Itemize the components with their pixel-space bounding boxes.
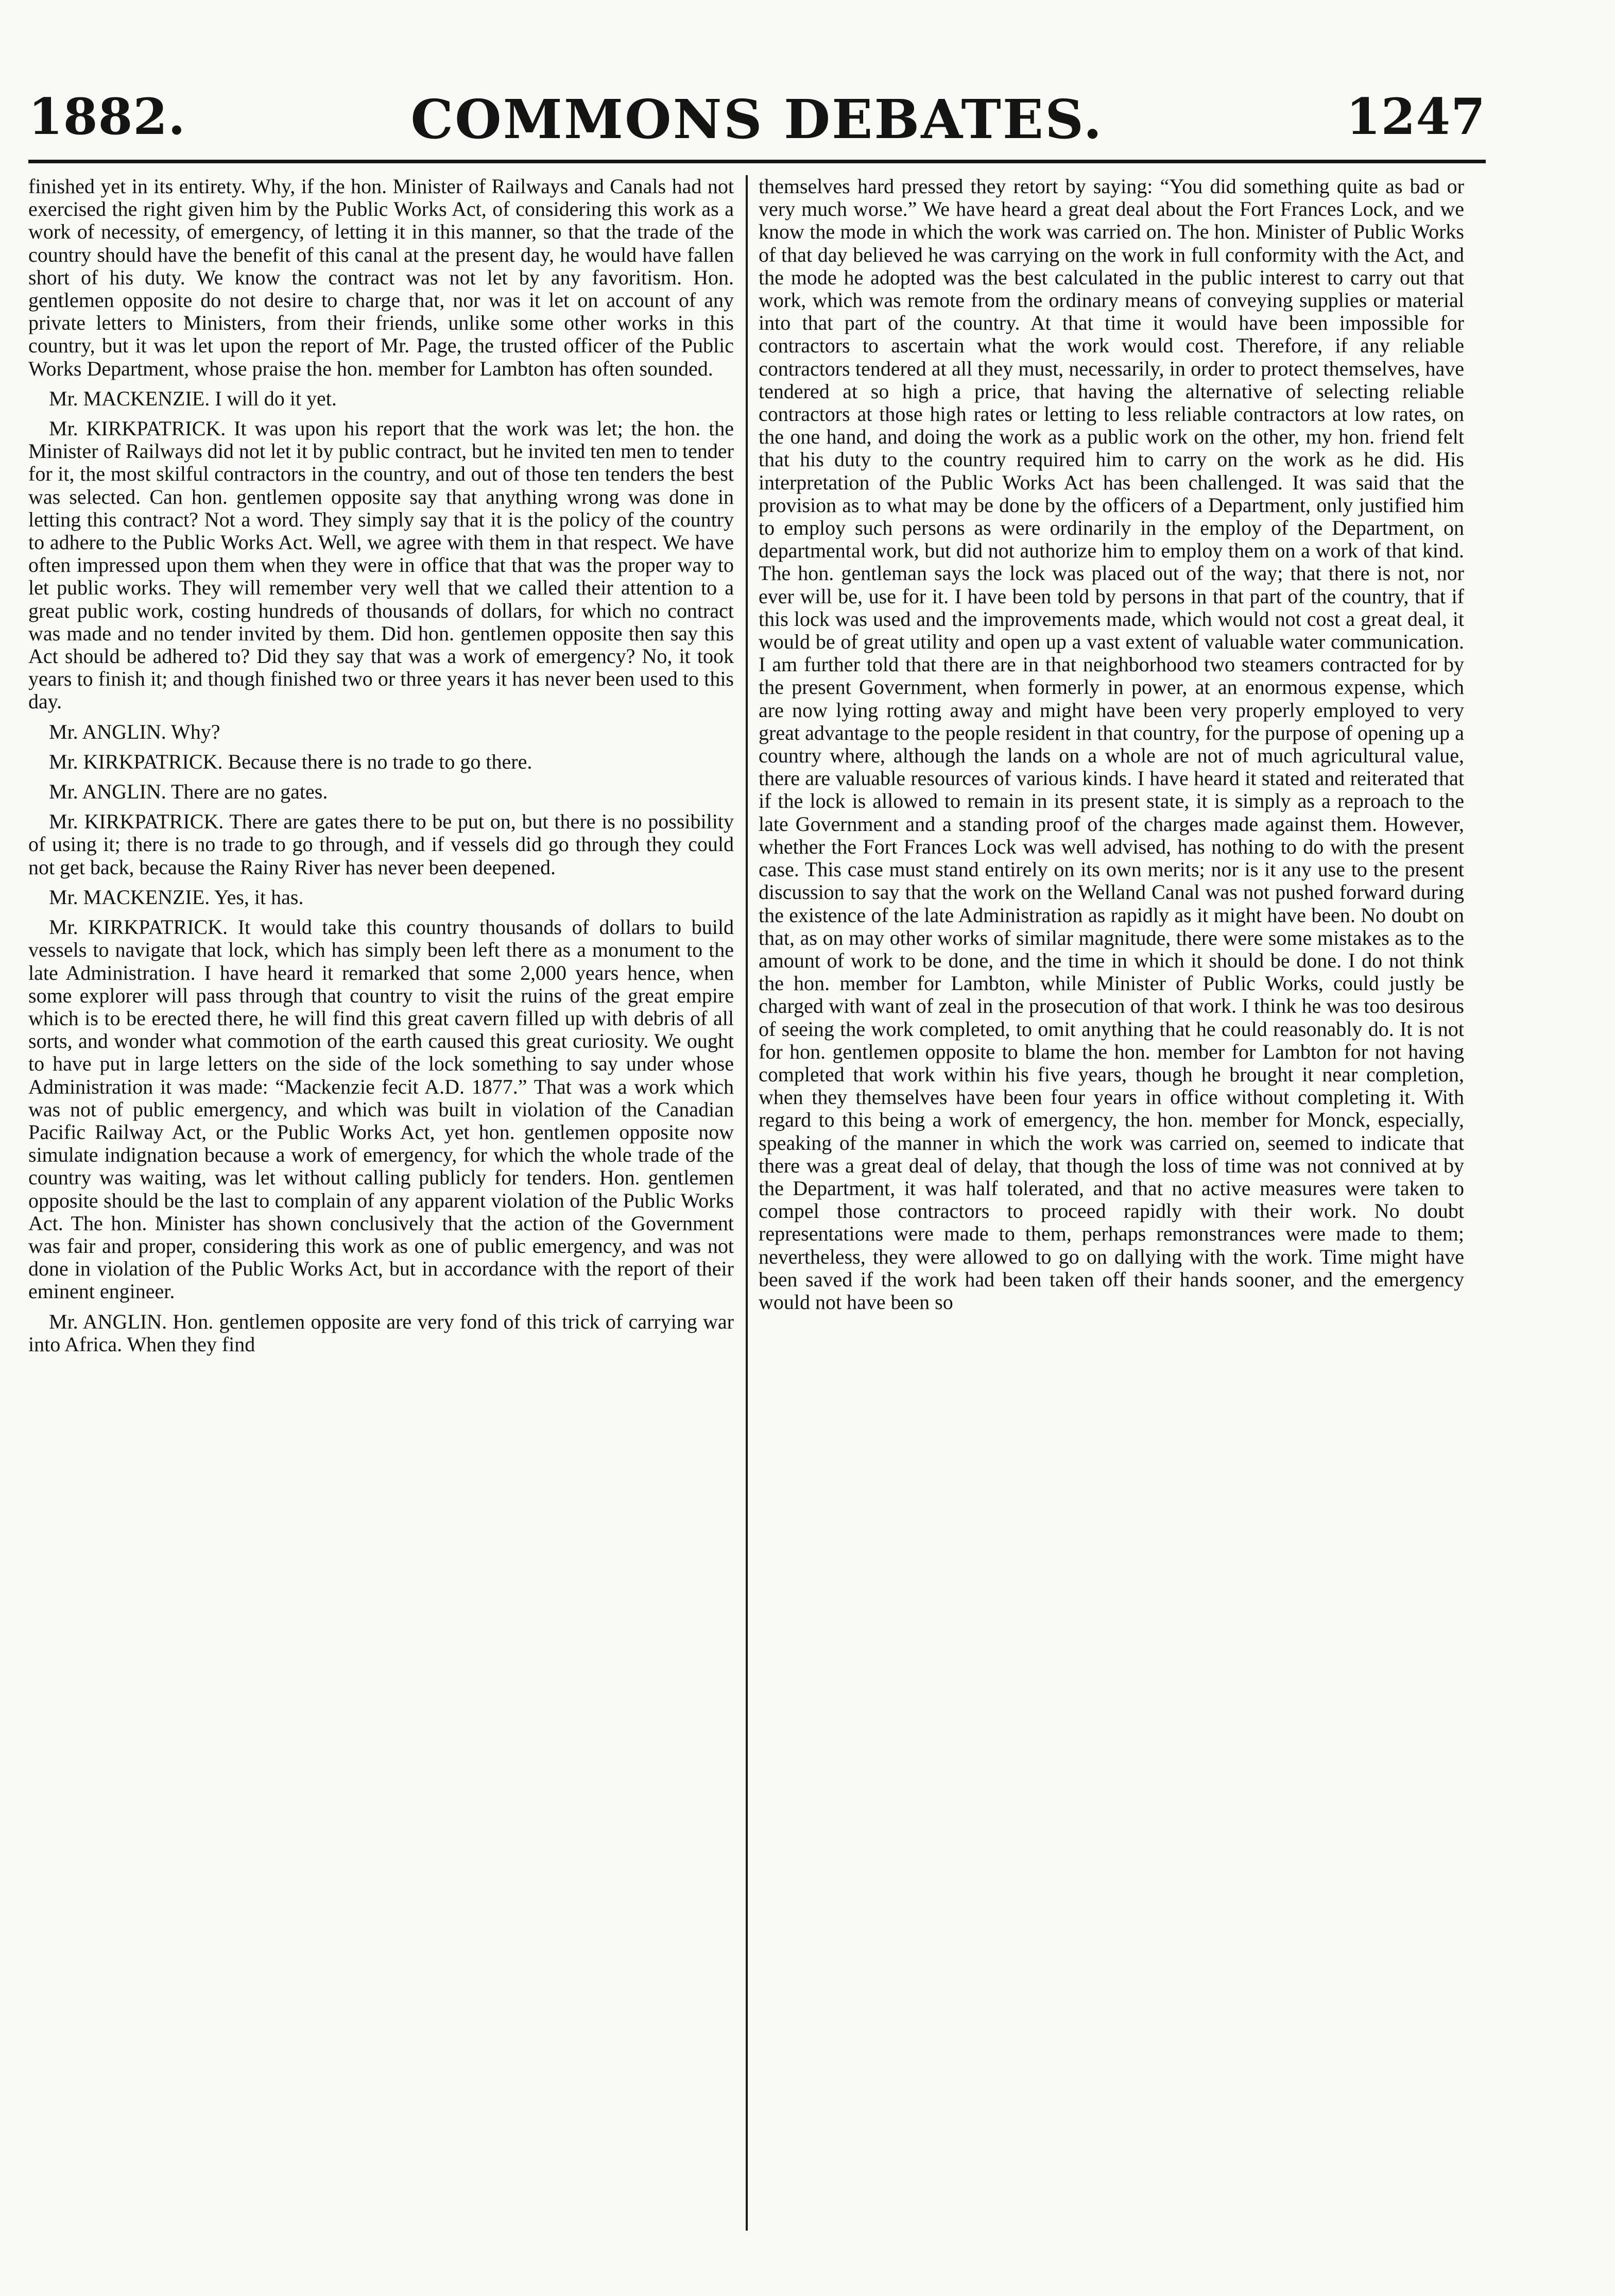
left-column (28, 175, 734, 1356)
page-header (28, 88, 1486, 165)
header-page-number: 1247 (1346, 88, 1486, 146)
paragraph: Mr. MACKENZIE. Yes, it has. (49, 885, 304, 909)
header-year: 1882. (28, 88, 186, 146)
header-rule (28, 160, 1486, 163)
page (28, 88, 1486, 1356)
paragraph: Mr. ANGLIN. Hon. gentlemen opposite are very fond of this trick of carrying war into Africa. When they find (28, 1309, 734, 1356)
header-title: COMMONS DEBATES. (410, 88, 1104, 151)
column-divider (746, 175, 748, 2231)
paragraph: Mr. KIRKPATRICK. Because there is no trade to go there. (49, 750, 532, 773)
right-column (759, 175, 1464, 1314)
paragraph: Mr. ANGLIN. Why? (49, 720, 220, 743)
paragraph: Mr. KIRKPATRICK. It was upon his report that the work was let; the hon. the Minister of Railways did not let it by public contract, but he invited ten men to tender for it, the most skilful contractors in the country, and out of those ten tenders the best was selected. Can hon. gentlemen opposite say that anything wrong was done in letting this contract? Not a word. They simply say that it is the policy of the country to adhere to the Public Works Act. Well, we agree with them in that respect. We have often impressed upon them when they were in office that that was the proper way to let public works. They will remember very well that we called their attention to a great public work, costing hundreds of thousands of dollars, for which no contract was made and no tender invited by them. Did hon. gentlemen opposite then say this Act should be adhered to? Did they say that was a work of emergency? No, it took years to finish it; and though finished two or three years it has never been used to this day. (28, 417, 734, 713)
paragraph: themselves hard pressed they retort by saying: “You did something quite as bad or very much worse.” We have heard a great deal about the Fort Frances Lock, and we know the mode in which the work was carried on. The hon. Minister of Public Works of that day believed he was carrying on the work in full conformity with the Act, and the mode he adopted was the best calculated in the public interest to carry out that work, which was remote from the ordinary means of conveying supplies or material into that part of the country. At that time it would have been impossible for contractors to ascertain what the work would cost. Therefore, if any reliable contractors tendered at all they must, necessarily, in order to protect themselves, have tendered at so high a price, that having the alternative of selecting reliable contractors at those high rates or letting to less reliable contractors at low rates, on the one hand, and doing the work as a public work on the other, my hon. friend felt that his duty to the country required him to carry on the work as he did. His interpretation of the Public Works Act has been challenged. It was said that the provision as to what may be done by the officers of a Department, only justified him to employ such persons as were ordinarily in the employ of the Department, on departmental work, but did not authorize him to employ them on a work of that kind. The hon. gentleman says the lock was placed out of the way; that there is not, nor ever will be, use for it. I have been told by persons in that part of the country, that if this lock was used and the improvements made, which would not cost a great deal, it would be of great utility and open up a vast extent of valuable water communication. I am further told that there are in that neighborhood two steamers contracted for by the present Government, when formerly in power, at an enormous expense, which are now lying rotting away and might have been very properly employed to very great advantage to the people resident in that country, for the purpose of opening up a country where, although the lands on a whole are not of much agricultural value, there are valuable resources of various kinds. I have heard it stated and reiterated that if the lock is allowed to remain in its present state, it is simply as a reproach to the late Government and a standing proof of the charges made against them. However, whether the Fort Frances Lock was well advised, has nothing to do with the present case. This case must stand entirely on its own merits; nor is it any use to the present discussion to say that the work on the Welland Canal was not pushed forward during the existence of the late Administration as rapidly as it might have been. No doubt on that, as on may other works of similar magnitude, there were some mistakes as to the amount of work to be done, and the time in which it should be done. I do not think the hon. member for Lambton, while Minister of Public Works, could justly be charged with want of zeal in the prosecution of that work. I think he was too desirous of seeing the work completed, to omit anything that he could reasonably do. It is not for hon. gentlemen opposite to blame the hon. member for Lambton for not having completed that work within his five years, though he brought it near completion, when they themselves have been four years in office without completing it. With regard to this being a work of emergency, the hon. member for Monck, especially, speaking of the manner in which the work was carried on, seemed to indicate that there was a great deal of delay, that though the loss of time was not connived at by the Department, it was half tolerated, and that no active measures were taken to compel those contractors to proceed rapidly with their work. No doubt representations were made to them, perhaps remonstrances were made to them; nevertheless, they were allowed to go on dallying with the work. Time might have been saved if the work had been taken off their hands sooner, and the emergency would not have been so (759, 175, 1464, 1314)
paragraph: finished yet in its entirety. Why, if the hon. Minister of Railways and Canals had not exercised the right given him by the Public Works Act, of considering this work as a work of necessity, of emergency, of letting it in this manner, so that the trade of the country should have the benefit of this canal at the present day, he would have fallen short of his duty. We know the contract was not let by any favoritism. Hon. gentlemen opposite do not desire to charge that, nor was it let on account of any private letters to Ministers, from their friends, unlike some other works in this country, but it was let upon the report of Mr. Page, the trusted officer of the Public Works Department, whose praise the hon. member for Lambton has often sounded. (28, 175, 734, 380)
paragraph: Mr. KIRKPATRICK. There are gates there to be put on, but there is no possibility of using it; there is no trade to go through, and if vessels did go through they could not get back, because the Rainy River has never been deepened. (28, 810, 734, 879)
paragraph: Mr. KIRKPATRICK. It would take this country thousands of dollars to build vessels to navigate that lock, which has simply been left there as a monument to the late Administration. I have heard it remarked that some 2,000 years hence, when some explorer will pass through that country to visit the ruins of the great empire which is to be erected there, he will find this great cavern filled up with debris of all sorts, and wonder what commotion of the earth caused this great curiosity. We ought to have put in large letters on the side of the lock something to say under whose Administration it was made: “Mackenzie fecit A.D. 1877.” That was a work which was not of public emergency, and which was built in violation of the Canadian Pacific Railway Act, or the Public Works Act, yet hon. gentlemen opposite now simulate indignation because a work of emergency, for which the whole trade of the country was waiting, was let without calling publicly for tenders. Hon. gentlemen opposite should be the last to complain of any apparent violation of the Public Works Act. The hon. Minister has shown conclusively that the action of the Government was fair and proper, considering this work as one of public emergency, and was not done in violation of the Public Works Act, but in accordance with the report of their eminent engineer. (28, 915, 734, 1303)
paragraph: Mr. ANGLIN. There are no gates. (49, 780, 328, 804)
paragraph: Mr. MACKENZIE. I will do it yet. (49, 386, 337, 410)
